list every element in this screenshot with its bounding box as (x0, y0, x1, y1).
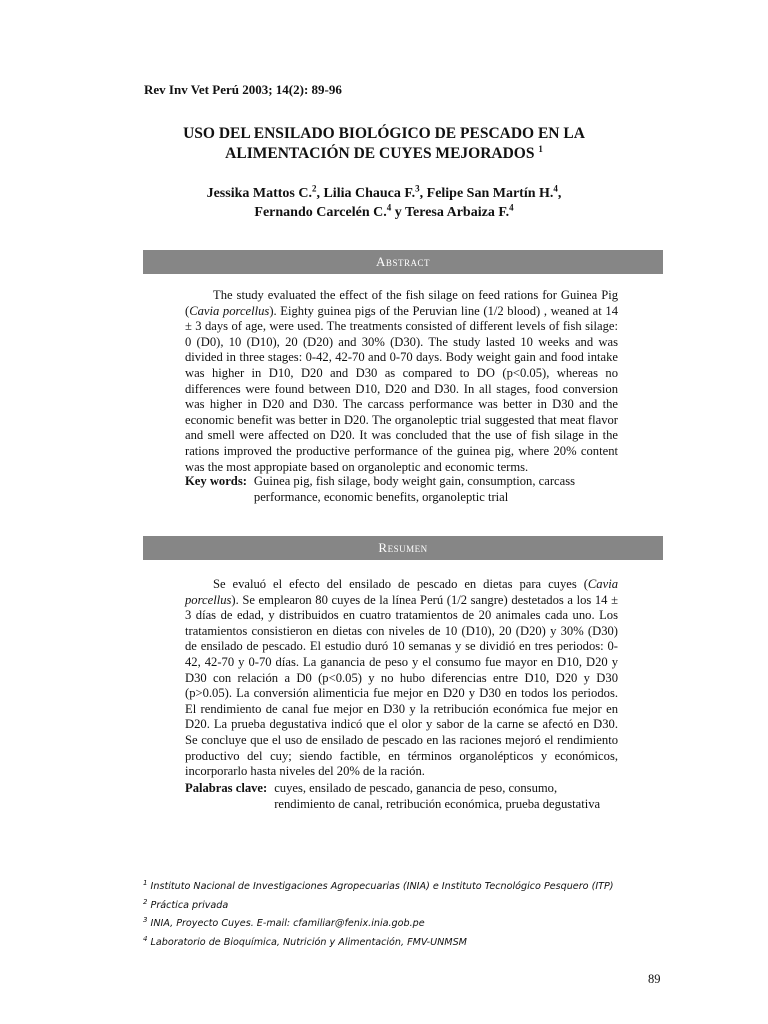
abstract-heading: Abstract (143, 250, 663, 274)
author-affiliation-marker: 2 (311, 183, 317, 194)
author-name: , Lilia Chauca F. (316, 186, 416, 201)
palabras-clave-block (185, 780, 618, 812)
resumen-text (185, 577, 618, 780)
author-name: Jessika Mattos C. (206, 186, 312, 201)
footnote-text: INIA, Proyecto Cuyes. E-mail: cfamiliar@fenix.inia.gob.pe (150, 918, 425, 930)
footnote-number: 1 (143, 879, 148, 887)
title-line-2: ALIMENTACIÓN DE CUYES MEJORADOS (225, 145, 535, 162)
paper-title (150, 124, 618, 164)
footnotes (143, 876, 683, 951)
author-name: , Felipe San Martín H. (419, 186, 554, 201)
footnote-item (143, 876, 683, 895)
author-name: y Teresa Arbaiza F. (391, 205, 510, 220)
author-affiliation-marker: 3 (415, 183, 420, 194)
resumen-text-part: ). Se emplearon 80 cuyes de la línea Perú (1/2 sangre) destetados a los 14 ± 3 días de edad, y distribuidos en cuatro tratamientos de 20 animales cada uno. Los tratamientos consistieron en dietas con niveles de 10 (D10), 20 (D20) y 30% (D30) de ensilado de pescado. El estudio duró 10 semanas y se dividió en tres periodos: 0-42, 42-70 y 0-70 días. La ganancia de peso y el consumo fue mayor en D10, D20 y D30 con relación a D0 (p<0.05) y no hubo diferencias entre D10, D20 y D30 (p>0.05). La conversión alimenticia fue mejor en D20 y D30 en todos los periodos. El rendimiento de canal fue mejor en D30 y la retribución económica fue mejor en D20. La prueba degustativa indicó que el olor y sabor de la carne se afectó en D30. Se concluye que el uso de ensilado de pescado en las raciones mejoró el rendimiento productivo del cuy; siendo factible, en términos organolépticos y económicos, incorporarlo hasta niveles del 20% de la ración. (185, 592, 618, 779)
author-affiliation-marker: 4 (509, 202, 514, 213)
author-name: Fernando Carcelén C. (254, 205, 387, 220)
author-separator: , (557, 186, 562, 201)
footnote-number: 3 (143, 916, 148, 925)
footnote-number: 2 (143, 897, 148, 906)
keywords-text: Guinea pig, fish silage, body weight gain, consumption, carcass performance, economic benefits, organoleptic trial (253, 474, 575, 504)
palabras-clave-label: Palabras clave: (185, 781, 268, 795)
title-footnote-marker: 1 (538, 143, 543, 154)
footnote-text: Instituto Nacional de Investigaciones Agropecuarias (INIA) e Instituto Tecnológico Pesquero (ITP) (150, 881, 614, 893)
species-name: Cavia porcellus (185, 577, 618, 607)
author-affiliation-marker: 4 (386, 202, 392, 213)
abstract-text (185, 288, 618, 475)
resumen-heading: Resumen (143, 536, 663, 560)
abstract-text-part: ). Eighty guinea pigs of the Peruvian line (1/2 blood) , weaned at 14 ± 3 days of age, were used. The treatments consisted of different levels of fish silage: 0 (D0), 10 (D10), 20 (D20) and 30% (D30). The study lasted 10 weeks and was divided in three stages: 0-42, 42-70 and 0-70 days. Body weight gain and food intake was higher in D10, D20 and D30 as compared to DO (p<0.05), whereas no differences were found between D10, D20 and D30. In all stages, food conversion was higher in D20 and D30. The carcass performance was better in D30 and the economic benefit was better in D20. The organoleptic trial suggested that meat flavor and smell were affected on D20. It was concluded that the use of fish silage in the rations improved the productive performance of the guinea pig, where 20% content was the most appropiate based on organoleptic and economic terms. (185, 303, 618, 474)
footnote-text: Laboratorio de Bioquímica, Nutrición y Alimentación, FMV-UNMSM (150, 937, 467, 949)
page-number: 89 (648, 972, 661, 986)
keywords-block (185, 473, 618, 505)
footnote-item (143, 913, 683, 932)
footnote-item (143, 895, 683, 914)
keywords-label: Key words: (185, 474, 247, 488)
journal-reference: Rev Inv Vet Perú 2003; 14(2): 89-96 (144, 82, 342, 97)
footnote-item (143, 932, 683, 951)
author-affiliation-marker: 4 (553, 183, 558, 194)
palabras-clave-text: cuyes, ensilado de pescado, ganancia de peso, consumo, rendimiento de canal, retribución económica, prueba degustativa (274, 781, 601, 811)
abstract-text-part: The study evaluated the effect of the fish silage on feed rations for Guinea Pig ( (185, 288, 618, 318)
footnote-number: 4 (143, 935, 148, 944)
author-list (150, 184, 618, 222)
resumen-text-part: Se evaluó el efecto del ensilado de pescado en dietas para cuyes ( (213, 577, 588, 591)
footnote-text: Práctica privada (150, 899, 229, 911)
species-name: Cavia porcellus (189, 303, 270, 318)
title-line-1: USO DEL ENSILADO BIOLÓGICO DE PESCADO EN LA (183, 125, 585, 142)
